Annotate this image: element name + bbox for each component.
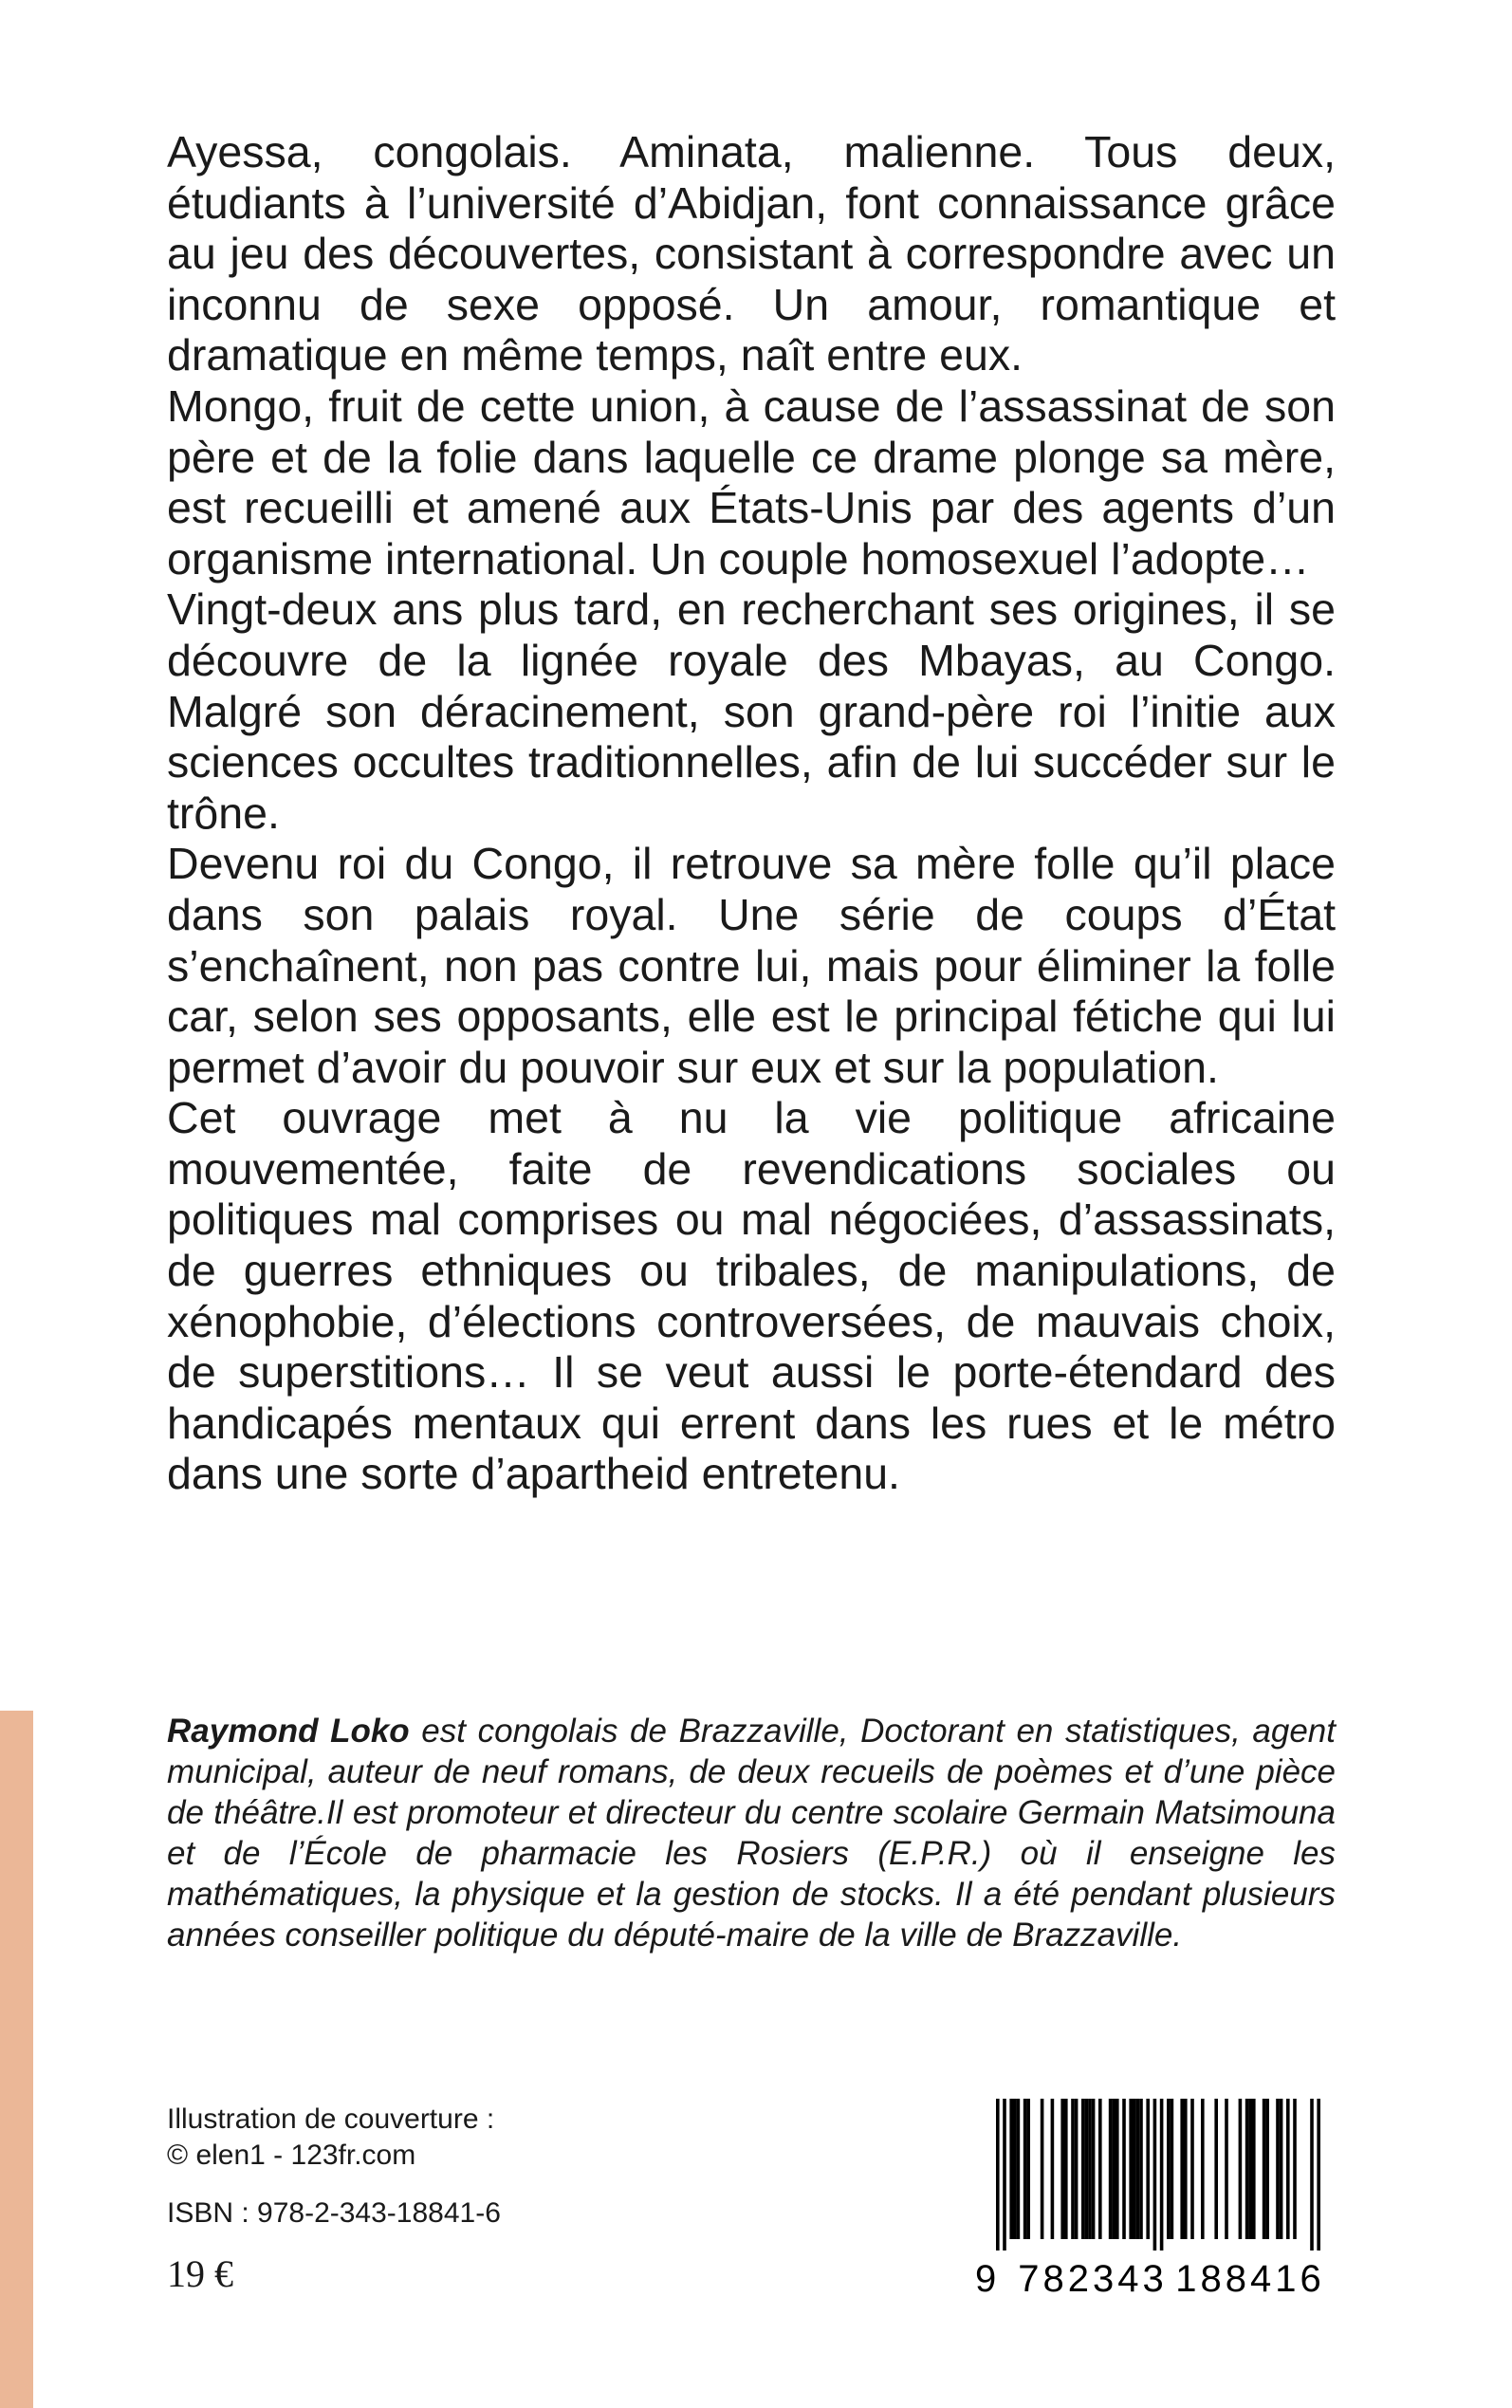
barcode-bar bbox=[1064, 2099, 1068, 2239]
barcode-right-group: 188416 bbox=[1175, 2258, 1325, 2300]
barcode-bar bbox=[1293, 2099, 1297, 2239]
barcode-bar bbox=[1201, 2099, 1205, 2239]
author-bio bbox=[167, 1711, 1336, 1955]
barcode-bar bbox=[1041, 2099, 1044, 2239]
barcode-bar bbox=[1075, 2099, 1079, 2239]
barcode-bar bbox=[1098, 2099, 1102, 2239]
barcode-bar bbox=[1060, 2099, 1064, 2239]
blurb-paragraph-3: Vingt-deux ans plus tard, en recherchant ses origines, il se découvre de la lignée royale des Mbayas, au Congo. Malgré son déracinement, son grand-père roi l’initie aux sciences occultes traditionnelles, afin de lui succéder sur le trône. bbox=[167, 584, 1336, 838]
barcode-bar bbox=[1122, 2099, 1126, 2239]
barcode-bar bbox=[1023, 2099, 1027, 2239]
author-name: Raymond Loko bbox=[167, 1713, 410, 1750]
credit-line-2: © elen1 - 123fr.com bbox=[167, 2139, 416, 2171]
barcode-bar bbox=[1167, 2099, 1171, 2239]
side-color-stripe bbox=[0, 1711, 33, 2408]
barcode-bar bbox=[1026, 2099, 1030, 2239]
barcode-bar bbox=[1003, 2099, 1006, 2251]
barcode-digits bbox=[975, 2251, 1336, 2307]
barcode-bar bbox=[1317, 2099, 1320, 2251]
barcode-bar bbox=[1184, 2099, 1188, 2239]
barcode-bar bbox=[1171, 2099, 1174, 2239]
barcode-left-group: 782343 bbox=[1018, 2258, 1168, 2300]
barcode-bar bbox=[1245, 2099, 1249, 2239]
barcode-bar bbox=[1139, 2099, 1143, 2239]
cover-credits bbox=[167, 2102, 494, 2174]
barcode-bar bbox=[1153, 2099, 1157, 2251]
barcode-bar bbox=[1133, 2099, 1136, 2239]
credit-line-1: Illustration de couverture : bbox=[167, 2103, 495, 2135]
barcode-bar bbox=[1263, 2099, 1266, 2239]
isbn-label: ISBN : 978-2-343-18841-6 bbox=[167, 2197, 501, 2229]
barcode-bar bbox=[1239, 2099, 1243, 2239]
barcode-bar bbox=[1276, 2099, 1280, 2239]
barcode-bar bbox=[1280, 2099, 1283, 2239]
barcode-bar bbox=[1085, 2099, 1089, 2239]
barcode-bar bbox=[1248, 2099, 1252, 2239]
blurb-paragraph-4: Devenu roi du Congo, il retrouve sa mère folle qu’il place dans son palais royal. Une série de coups d’État s’enchaînent, non pas contre lui, mais pour éliminer la folle car, selon ses opposants, elle est le principal fétiche qui lui permet d’avoir du pouvoir sur eux et sur la population. bbox=[167, 839, 1336, 1092]
isbn-barcode bbox=[975, 2099, 1336, 2307]
barcode-bar bbox=[1092, 2099, 1096, 2239]
barcode-bar bbox=[1286, 2099, 1290, 2239]
barcode-first-digit: 9 bbox=[975, 2258, 997, 2300]
barcode-bar bbox=[1112, 2099, 1116, 2239]
barcode-bar bbox=[1009, 2099, 1013, 2239]
barcode-bar bbox=[1310, 2099, 1314, 2251]
barcode-bar bbox=[1214, 2099, 1218, 2239]
barcode-bar bbox=[1088, 2099, 1092, 2239]
barcode-bar bbox=[1109, 2099, 1113, 2239]
blurb-paragraph-2: Mongo, fruit de cette union, à cause de l’assassinat de son père et de la folie dans laquelle ce drame plonge sa mère, est recueilli et amené aux États-Unis par des agents d’un organisme international. Un couple homosexuel l’adopte… bbox=[167, 380, 1336, 583]
barcode-bar bbox=[1225, 2099, 1228, 2239]
barcode-bars bbox=[975, 2099, 1336, 2251]
barcode-bar bbox=[1017, 2099, 1021, 2239]
barcode-bar bbox=[1180, 2099, 1184, 2239]
barcode-bar bbox=[1136, 2099, 1140, 2239]
barcode-bar bbox=[1051, 2099, 1055, 2239]
back-cover-blurb bbox=[167, 127, 1336, 1500]
barcode-bar bbox=[1129, 2099, 1133, 2239]
barcode-bar bbox=[1252, 2099, 1256, 2239]
barcode-bar bbox=[1190, 2099, 1194, 2239]
barcode-bar bbox=[1146, 2099, 1150, 2239]
barcode-bar bbox=[996, 2099, 1000, 2251]
barcode-bar bbox=[1265, 2099, 1269, 2239]
barcode-bar bbox=[1081, 2099, 1085, 2239]
barcode-bar bbox=[1013, 2099, 1017, 2239]
blurb-paragraph-5: Cet ouvrage met à nu la vie politique africaine mouvementée, faite de revendications sociales ou politiques mal comprises ou mal négociées, d’assassinats, de guerres ethniques ou tribales, de manipulations, de xénophobie, d’élections controversées, de mauvais choix, de superstitions… Il se veut aussi le porte-étendard des handicapés mentaux qui errent dans les rues et le métro dans une sorte d’apartheid entretenu. bbox=[167, 1093, 1336, 1499]
barcode-bar bbox=[1160, 2099, 1164, 2251]
barcode-bar bbox=[1116, 2099, 1119, 2239]
blurb-paragraph-1: Ayessa, congolais. Aminata, malienne. Tous deux, étudiants à l’université d’Abidjan, font connaissance grâce au jeu des découvertes, consistant à correspondre avec un inconnu de sexe opposé. Un amour, romantique et dramatique en même temps, naît entre eux. bbox=[167, 127, 1336, 380]
author-bio-text: est congolais de Brazzaville, Doctorant en statistiques, agent municipal, auteur de neuf romans, de deux recueils de poèmes et d’une pièce de théâtre.Il est promoteur et directeur du centre scolaire Germain Matsimouna et de l’École de pharmacie les Rosiers (E.P.R.) où il enseigne les mathématiques, la physique et la gestion de stocks. Il a été pendant plusieurs années conseiller politique du député-maire de la ville de Brazzaville. bbox=[167, 1713, 1336, 1954]
price-label: 19 € bbox=[167, 2252, 233, 2295]
barcode-bar bbox=[1071, 2099, 1075, 2239]
